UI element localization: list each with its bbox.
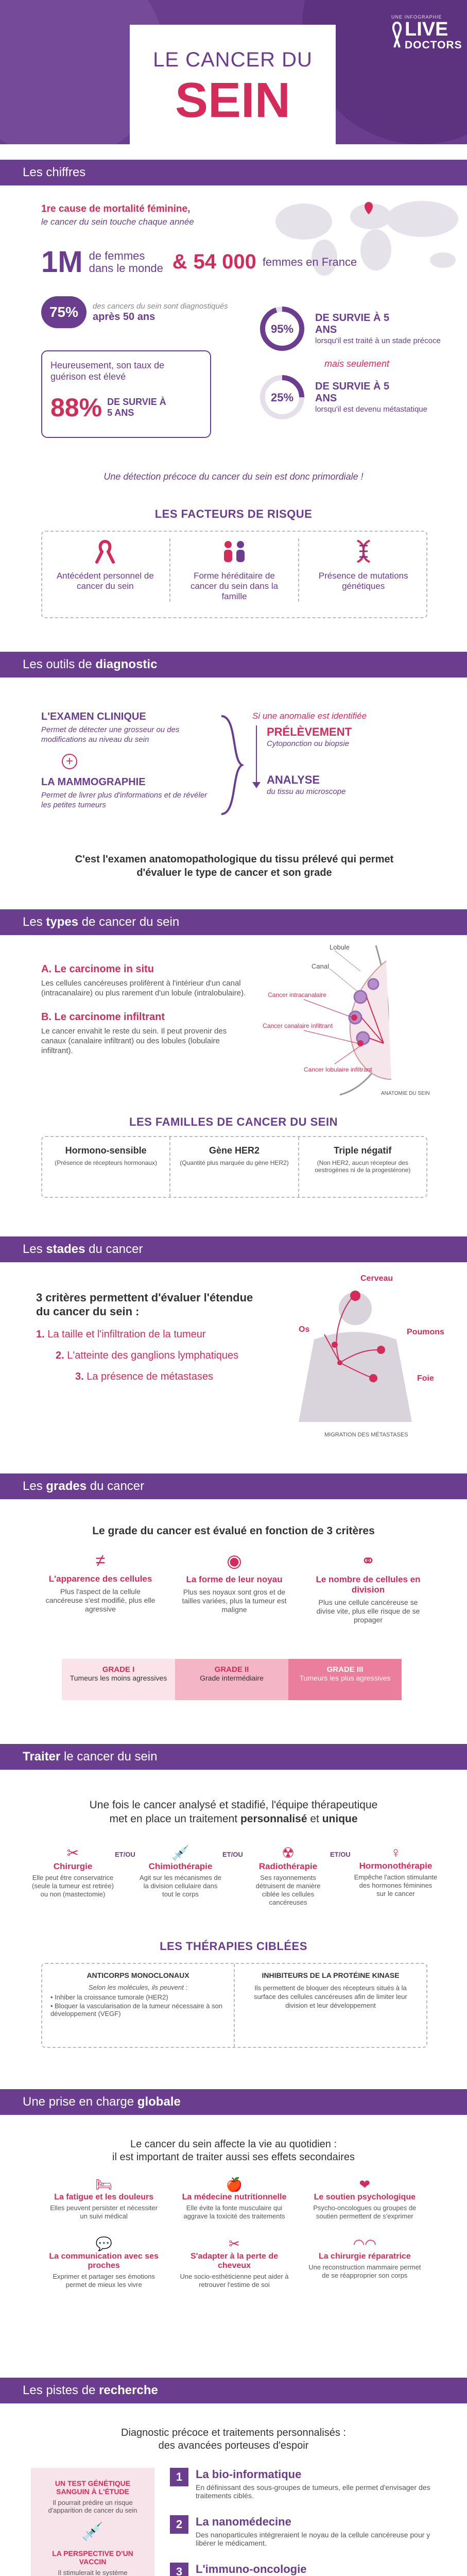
section-bar-stades: Les stades du cancer	[0, 1236, 467, 1262]
pistes-sidebox: UN TEST GÉNÉTIQUE SANGUIN À L'ÉTUDE Il pourrait prédire un risque d'apparition de cancer du sein 💉 LA PERSPECTIVE D'UN VACCIN Il stimulerait le système	[31, 2468, 154, 2576]
label-intracanalaire: Cancer intracanalaire	[268, 991, 327, 998]
families-box	[41, 1136, 427, 1198]
risk-title: LES FACTEURS DE RISQUE	[154, 507, 313, 520]
label-poumons: Poumons	[407, 1328, 444, 1336]
bra-icon: ◠◠	[353, 2236, 376, 2251]
radiation-icon: ☢	[281, 1845, 295, 1861]
stat-intro: 1re cause de mortalité féminine, le cancer du sein touche chaque année	[41, 204, 194, 227]
cell-division-icon: ⚭	[360, 1551, 376, 1571]
prise-item: ❤ Le soutien psychologique Psycho-oncologues ou groupes de soutien permettent de s'exprimer	[307, 2177, 422, 2221]
prise-item: 💬 La communication avec ses proches Exprimer et partager ses émotions permet de mieux les vivre	[46, 2236, 161, 2289]
section-bar-prise: Une prise en charge globale	[0, 2089, 467, 2115]
targeted-title: LES THÉRAPIES CIBLÉES	[160, 1940, 307, 1953]
label-lobule: Lobule	[330, 943, 350, 951]
types-text: A. Le carcinome in situ Les cellules cancéreuses prolifèrent à l'intérieur d'un canal (intracanalaire) ou plus rarement d'un lobule (intralobulaire). B. Le carcinome infiltrant Le cancer envahit le reste du sein. Il peut provenir des canaux (canalaire infiltrant) ou des lobules (lobulaire infiltrant).	[41, 963, 246, 1055]
label-migration: MIGRATION DES MÉTASTASES	[324, 1432, 408, 1438]
early-detection-note: Une détection précoce du cancer du sein est donc primordiale !	[103, 471, 364, 482]
targeted-box	[41, 1963, 427, 2048]
prise-grid	[46, 2177, 422, 2289]
diag-left: L'EXAMEN CLINIQUE Permet de détecter une grosseur ou des modifications au niveau du sein + LA MAMMOGRAPHIE Permet de livrer plus d'informations et de révéler les petites tumeurs	[41, 711, 207, 809]
title-big: SEIN	[175, 73, 291, 128]
section-bar-grades: Les grades du cancer	[0, 1473, 467, 1499]
family-icon	[219, 538, 250, 564]
cell-icon: ◉	[227, 1551, 242, 1571]
brace-icon	[216, 714, 247, 817]
syringe-icon: 💉	[171, 1845, 189, 1861]
family-item: Gène HER2 (Quantité plus marquée du gène HER2)	[169, 1137, 299, 1197]
not-equal-icon: ≠	[95, 1551, 106, 1570]
family-item: Hormono-sensible (Présence de récepteurs hormonaux)	[55, 1145, 158, 1166]
pistes-intro: Diagnostic précoce et traitements personnalisés : des avancées porteuses d'espoir	[121, 2427, 346, 2451]
piste-item: 1 La bio-informatique En définissant des sous-groupes de tumeurs, elle permet d'envisager des traitements ciblés.	[170, 2468, 438, 2500]
heart-hand-icon: ❤	[359, 2177, 371, 2192]
live-doctors-logo: UNE INFOGRAPHIE LIVE DOCTORS	[391, 14, 462, 51]
grade-3: GRADE III Tumeurs les plus agressives	[288, 1659, 402, 1700]
label-canal: Canal	[312, 962, 329, 970]
prise-item: 🛏 La fatigue et les douleurs Elles peuvent persister et nécessiter un suivi médical	[46, 2177, 161, 2221]
stat-incidence: 1M de femmes dans le monde & 54 000 femmes en France	[41, 245, 357, 279]
bed-icon: 🛏	[95, 2177, 113, 2192]
label-canalaire-infiltrant: Cancer canalaire infiltrant	[263, 1022, 333, 1029]
label-os: Os	[299, 1325, 310, 1334]
section-bar-types: Les types de cancer du sein	[0, 909, 467, 935]
targeted-anticorps: ANTICORPS MONOCLONAUX Selon les molécules, ils peuvent : • Inhiber la croissance tumorale (HER2) • Bloquer la vascularisation de la tumeur nécessaire à son développement (VEGF)	[50, 1971, 223, 2018]
arrow-icon	[252, 725, 261, 796]
piste-item: 3 L'immuno-oncologie	[170, 2563, 438, 2576]
grade-criterion: ≠ L'apparence des cellules Plus l'aspect de la cellule cancéreuse s'est modifié, plus elle agressive	[41, 1551, 160, 1624]
treatments: ✂ Chirurgie Elle peut être conservatrice (seule la tumeur est retirée) ou non (mastectomie) ET/OU 💉 Chimiothérapie Agit sur les mécanismes de la division cellulaire dans tout le corps ET/OU ☢ Radiothérapie Ses rayonnements détruisent de manière ciblée les cellules cancéreuses ET/OU ♀ Hormonothérapie Empêche l'action stimulante des hormones féminines sur le cancer	[31, 1844, 438, 1907]
treatment-item: ♀ Hormonothérapie Empêche l'action stimulante des hormones féminines sur le cancer	[354, 1844, 438, 1897]
plus-icon: +	[62, 754, 77, 769]
grade-1: GRADE I Tumeurs les moins agressives	[62, 1659, 175, 1700]
dna-icon	[353, 538, 374, 564]
ribbon-icon	[94, 538, 116, 564]
diag-right: Si une anomalie est identifiée PRÉLÈVEMENT Cytoponction ou biopsie ANALYSE du tissu au microscope	[252, 711, 367, 796]
breast-anatomy-diagram	[257, 940, 453, 1100]
grades-intro: Le grade du cancer est évalué en fonction de 3 critères	[92, 1525, 375, 1537]
grade-2: GRADE II Grade intermédiaire	[175, 1659, 288, 1700]
speech-icon: 💬	[95, 2236, 112, 2251]
targeted-kinase: INHIBITEURS DE LA PROTÉINE KINASE Ils permettent de bloquer des récepteurs situés à la surface des cellules cancéreuses afin de limiter leur division et leur développement	[234, 1964, 426, 2047]
label-lobulaire-infiltrant: Cancer lobulaire infiltrant	[304, 1066, 372, 1073]
title-small: LE CANCER DU	[153, 48, 313, 71]
family-item: Triple négatif (Non HER2, aucun récepteur des oestrogènes ni de la progestérone)	[315, 1145, 411, 1174]
treatment-item: ☢ Radiothérapie Ses rayonnements détruisent de manière ciblée les cellules cancéreuses	[246, 1844, 330, 1907]
survival-box: Heureusement, son taux de guérison est élevé 88% DE SURVIE À 5 ANS	[41, 350, 211, 438]
label-foie: Foie	[417, 1374, 434, 1383]
grade-criterion: ⚭ Le nombre de cellules en division Plus une cellule cancéreuse se divise vite, plus elle risque de se propager	[309, 1551, 427, 1624]
donut-25-label: 25%	[270, 391, 294, 404]
stat-95: 95% DE SURVIE À 5 ANS lorsqu'il est traité à un stade précoce mais seulement 25% DE SURVIE À 5 ANS lorsqu'il est devenu métastatique	[257, 304, 453, 422]
header	[0, 0, 467, 144]
label-anatomie: ANATOMIE DU SEIN	[381, 1091, 430, 1096]
section-bar-diagnostic: Les outils de diagnostic	[0, 652, 467, 677]
grade-scale	[62, 1659, 402, 1700]
section-bar-chiffres: Les chiffres	[0, 160, 467, 185]
grade-criterion: ◉ La forme de leur noyau Plus ses noyaux sont gros et de tailles variées, plus la tumeur est maligne	[175, 1551, 293, 1624]
risk-items	[41, 538, 427, 602]
donut-25	[257, 372, 307, 422]
female-symbol-icon: ♀	[390, 1844, 401, 1860]
traiter-intro: Une fois le cancer analysé et stadifié, l'équipe thérapeutique met en place un traitement personnalisé et unique	[89, 1799, 378, 1825]
donut-95	[257, 304, 307, 353]
pistes-list	[170, 2468, 438, 2576]
treatment-item: ✂ Chirurgie Elle peut être conservatrice (seule la tumeur est retirée) ou non (mastectomie)	[31, 1844, 115, 1899]
scalpel-icon: ✂	[66, 1845, 79, 1861]
metastasis-body-diagram	[268, 1273, 458, 1443]
prise-item: ✂ S'adapter à la perte de cheveux Une socio-esthéticienne peut aider à retrouver l'estime de soi	[177, 2236, 291, 2289]
grade-criteria	[41, 1551, 427, 1624]
families-title: LES FAMILLES DE CANCER DU SEIN	[129, 1115, 338, 1128]
apple-icon: 🍎	[226, 2177, 243, 2192]
stat-75: 75% des cancers du sein sont diagnostiqués après 50 ans	[41, 296, 247, 328]
donut-95-label: 95%	[270, 323, 294, 335]
risk-item: Antécédent personnel de cancer du sein	[41, 538, 169, 602]
risk-item: Présence de mutations génétiques	[299, 538, 427, 602]
label-cerveau: Cerveau	[360, 1274, 393, 1283]
stades-list: 3 critères permettent d'évaluer l'étendue du cancer du sein : 1. La taille et l'infiltration de la tumeur 2. L'atteinte des ganglions lymphatiques 3. La présence de métastases	[36, 1291, 253, 1382]
prise-intro: Le cancer du sein affecte la vie au quotidien : il est important de traiter aussi ses effets secondaires	[112, 2139, 355, 2163]
treatment-item: 💉 Chimiothérapie Agit sur les mécanismes de la division cellulaire dans tout le corps	[139, 1844, 222, 1899]
piste-item: 2 La nanomédecine Des nanoparticules intégreraient le noyau de la cellule cancéreuse pour y libérer le médicament.	[170, 2515, 438, 2547]
diag-conclusion: C'est l'examen anatomopathologique du tissu prélevé qui permet d'évaluer le type de cancer et son grade	[75, 854, 394, 878]
section-bar-traiter: Traiter le cancer du sein	[0, 1744, 467, 1770]
section-bar-pistes: Les pistes de recherche	[0, 2378, 467, 2403]
prise-item: 🍎 La médecine nutritionnelle Elle évite la fonte musculaire qui aggrave la toxicité des traitements	[177, 2177, 291, 2221]
ribbon-icon	[391, 21, 403, 50]
vaccine-icon: 💉	[81, 2522, 104, 2541]
risk-item: Forme héréditaire de cancer du sein dans la famille	[169, 538, 300, 602]
scissors-icon: ✂	[229, 2236, 240, 2251]
title-card	[130, 25, 336, 144]
prise-item: ◠◠ La chirurgie réparatrice Une reconstruction mammaire permet de se réapproprier son corps	[307, 2236, 422, 2289]
